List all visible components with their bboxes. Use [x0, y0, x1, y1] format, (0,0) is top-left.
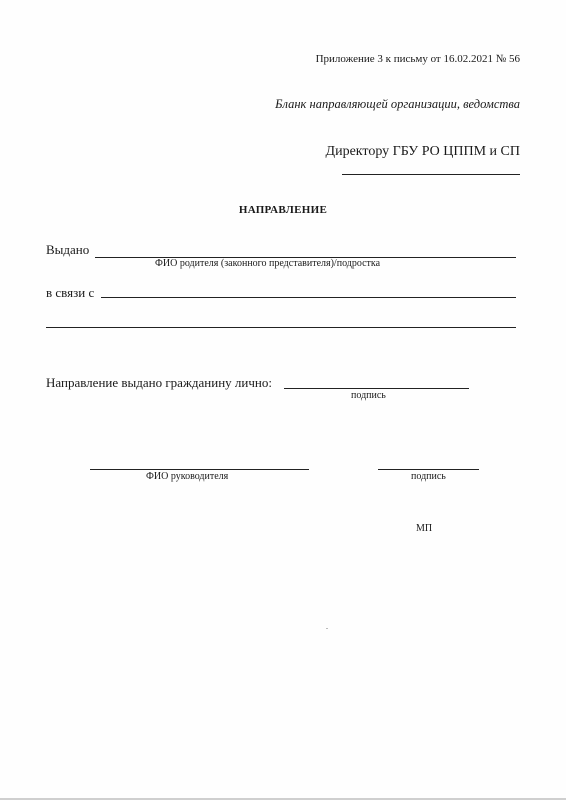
given-signature-line[interactable] [284, 388, 469, 389]
document-title: НАПРАВЛЕНИЕ [238, 204, 328, 216]
addressee: Директору ГБУ РО ЦППМ и СП [325, 144, 520, 159]
regard-label: в связи с [46, 285, 95, 300]
blank-label: Бланк направляющей организации, ведомства [275, 97, 520, 111]
scan-speck [326, 628, 328, 629]
given-signature-hint: подпись [351, 390, 386, 401]
issued-field-hint: ФИО родителя (законного представителя)/подростка [155, 258, 381, 269]
given-label: Направление выдано гражданину лично: [46, 375, 272, 390]
stamp-place: МП [416, 523, 433, 534]
head-name-line[interactable] [90, 469, 309, 470]
appendix-reference: Приложение 3 к письму от 16.02.2021 № 56 [315, 53, 520, 65]
head-signature-hint: подпись [411, 471, 446, 482]
addressee-line [342, 174, 520, 175]
head-signature-line[interactable] [378, 469, 479, 470]
head-name-hint: ФИО руководителя [146, 471, 229, 482]
regard-field-line[interactable] [101, 297, 516, 298]
regard-continuation-line[interactable] [46, 327, 516, 328]
issued-label: Выдано [46, 242, 90, 257]
